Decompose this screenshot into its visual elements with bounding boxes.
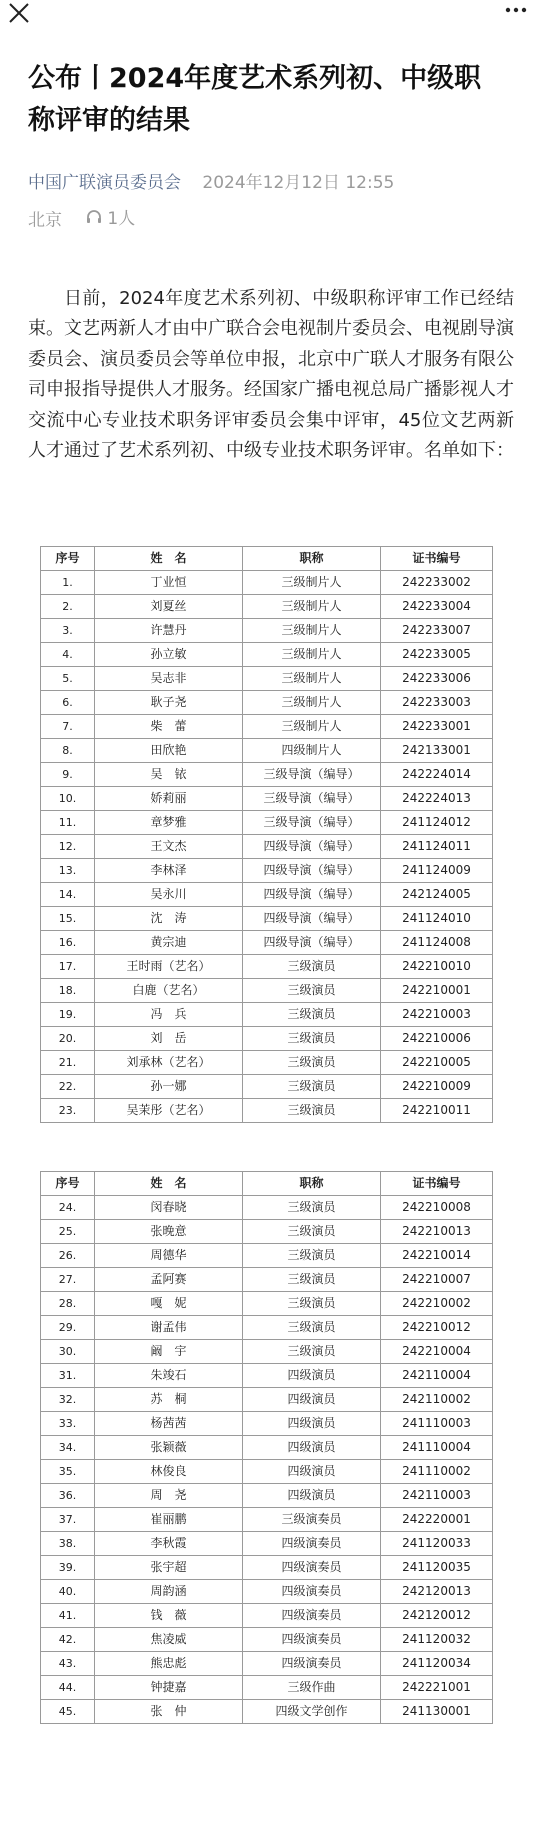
cell-title: 三级制片人 [243,715,381,739]
cell-index: 18. [41,979,95,1003]
cell-name: 吴茉彤（艺名） [95,1099,243,1123]
cell-index: 30. [41,1340,95,1364]
cell-index: 29. [41,1316,95,1340]
table-row [41,1051,493,1075]
cell-title: 四级导演（编导） [243,859,381,883]
cell-name: 林俊良 [95,1460,243,1484]
cell-cert: 242224013 [381,787,493,811]
table-row [41,1196,493,1220]
cell-index: 23. [41,1099,95,1123]
listen-count-label: 1人 [107,209,136,229]
cell-name: 刘 岳 [95,1027,243,1051]
cell-name: 刘夏丝 [95,595,243,619]
cell-index: 4. [41,643,95,667]
cell-name: 孙立敏 [95,643,243,667]
table-row [41,1388,493,1412]
cell-cert: 241124011 [381,835,493,859]
cell-name: 嘎 妮 [95,1292,243,1316]
cell-name: 白鹿（艺名） [95,979,243,1003]
table-row [41,907,493,931]
cell-cert: 241110002 [381,1460,493,1484]
cell-name: 张宇超 [95,1556,243,1580]
cell-cert: 242120013 [381,1580,493,1604]
cell-title: 四级导演（编导） [243,883,381,907]
cell-name: 沈 涛 [95,907,243,931]
table-row [41,1460,493,1484]
cell-name: 田欣艳 [95,739,243,763]
cell-index: 22. [41,1075,95,1099]
table-row [41,883,493,907]
cell-title: 三级演员 [243,1027,381,1051]
cell-index: 3. [41,619,95,643]
cell-index: 16. [41,931,95,955]
table-row [41,1244,493,1268]
header-index: 序号 [41,1172,95,1196]
cell-index: 15. [41,907,95,931]
cell-name: 杨茜茜 [95,1412,243,1436]
cell-name: 丁业恒 [95,571,243,595]
table-row [41,1580,493,1604]
cell-index: 42. [41,1628,95,1652]
article-meta [28,168,518,193]
cell-title: 四级演奏员 [243,1556,381,1580]
cell-index: 11. [41,811,95,835]
cell-name: 刘承林（艺名） [95,1051,243,1075]
table-row [41,1484,493,1508]
table-row [41,1340,493,1364]
cell-title: 三级导演（编导） [243,811,381,835]
cell-cert: 241124012 [381,811,493,835]
header-cert: 证书编号 [381,1172,493,1196]
cell-index: 36. [41,1484,95,1508]
cell-cert: 242233007 [381,619,493,643]
table-row [41,1292,493,1316]
cell-cert: 241120035 [381,1556,493,1580]
cell-cert: 242233003 [381,691,493,715]
cell-title: 四级演员 [243,1484,381,1508]
cell-index: 43. [41,1652,95,1676]
cell-name: 许慧丹 [95,619,243,643]
cell-name: 崔丽鹏 [95,1508,243,1532]
cell-title: 三级演员 [243,1268,381,1292]
result-table-part-1 [40,546,492,1123]
cell-name: 李林泽 [95,859,243,883]
cell-title: 四级演员 [243,1364,381,1388]
cell-title: 三级演员 [243,1196,381,1220]
table-row [41,835,493,859]
cell-index: 7. [41,715,95,739]
cell-index: 8. [41,739,95,763]
cell-title: 三级制片人 [243,571,381,595]
table-row [41,955,493,979]
table-row [41,1652,493,1676]
cell-name: 苏 桐 [95,1388,243,1412]
cell-title: 三级演员 [243,955,381,979]
cell-title: 四级演奏员 [243,1604,381,1628]
cell-index: 28. [41,1292,95,1316]
close-button[interactable] [6,0,34,28]
cell-title: 三级作曲 [243,1676,381,1700]
cell-cert: 242210014 [381,1244,493,1268]
cell-cert: 242120012 [381,1604,493,1628]
cell-index: 20. [41,1027,95,1051]
cell-index: 39. [41,1556,95,1580]
cell-cert: 242133001 [381,739,493,763]
cell-cert: 241110003 [381,1412,493,1436]
cell-index: 24. [41,1196,95,1220]
cell-title: 三级制片人 [243,691,381,715]
table-row [41,979,493,1003]
cell-title: 四级演奏员 [243,1580,381,1604]
article-meta-2 [28,204,135,231]
cell-index: 35. [41,1460,95,1484]
more-icon [502,0,530,28]
result-table-part-2 [40,1171,492,1724]
cell-index: 44. [41,1676,95,1700]
cell-cert: 242210013 [381,1220,493,1244]
cell-cert: 241124009 [381,859,493,883]
cell-name: 孟阿赛 [95,1268,243,1292]
cell-cert: 242221001 [381,1676,493,1700]
table-row [41,1075,493,1099]
table-row [41,787,493,811]
cell-title: 三级演员 [243,979,381,1003]
cell-cert: 242233006 [381,667,493,691]
cell-title: 四级演奏员 [243,1628,381,1652]
table-row [41,1532,493,1556]
cell-title: 三级演员 [243,1316,381,1340]
cell-cert: 242110002 [381,1388,493,1412]
table-row [41,1268,493,1292]
table-row [41,1412,493,1436]
cell-index: 13. [41,859,95,883]
cell-index: 25. [41,1220,95,1244]
table-row [41,667,493,691]
cell-name: 耿子尧 [95,691,243,715]
table-row [41,1316,493,1340]
cell-index: 27. [41,1268,95,1292]
article-title: 公布丨2024年度艺术系列初、中级职称评审的结果 [28,63,482,136]
cell-cert: 242210007 [381,1268,493,1292]
cell-title: 四级演奏员 [243,1652,381,1676]
listen-count[interactable] [85,204,135,229]
cell-cert: 242233001 [381,715,493,739]
cell-title: 四级导演（编导） [243,931,381,955]
cell-cert: 241120034 [381,1652,493,1676]
cell-cert: 242210005 [381,1051,493,1075]
cell-index: 31. [41,1364,95,1388]
cell-name: 张 仲 [95,1700,243,1724]
cell-index: 34. [41,1436,95,1460]
table-row [41,1508,493,1532]
table-row [41,1027,493,1051]
table-row [41,1364,493,1388]
cell-index: 40. [41,1580,95,1604]
article-body: 日前，2024年度艺术系列初、中级职称评审工作已经结束。文艺两新人才由中广联合会电视制片委员会、电视剧导演委员会、演员委员会等单位申报，北京中广联人才服务有限公司申报指导提供人才服务。经国家广播电视总局广播影视人才交流中心专业技术职务评审委员会集中评审，45位文艺两新人才通过了艺术系列初、中级专业技术职务评审。名单如下： [28,288,514,462]
top-bar [0,0,536,28]
cell-cert: 242110004 [381,1364,493,1388]
headphone-icon [85,208,103,226]
cell-index: 6. [41,691,95,715]
cell-index: 37. [41,1508,95,1532]
close-icon [6,0,34,28]
cell-title: 四级演奏员 [243,1532,381,1556]
cell-name: 周 尧 [95,1484,243,1508]
cell-title: 四级演员 [243,1460,381,1484]
cell-cert: 242210002 [381,1292,493,1316]
cell-name: 孙一娜 [95,1075,243,1099]
table-header-row [41,547,493,571]
cell-cert: 241120032 [381,1628,493,1652]
cell-cert: 242220001 [381,1508,493,1532]
cell-name: 章梦雅 [95,811,243,835]
cell-title: 三级演员 [243,1075,381,1099]
cell-name: 钟捷嘉 [95,1676,243,1700]
cell-name: 周韵涵 [95,1580,243,1604]
cell-cert: 241124008 [381,931,493,955]
table-row [41,859,493,883]
cell-name: 熊忠彪 [95,1652,243,1676]
table-row [41,715,493,739]
cell-name: 谢孟伟 [95,1316,243,1340]
cell-name: 吴 铱 [95,763,243,787]
cell-name: 吴志非 [95,667,243,691]
cell-title: 四级导演（编导） [243,907,381,931]
table-row [41,739,493,763]
cell-cert: 242210009 [381,1075,493,1099]
cell-cert: 241130001 [381,1700,493,1724]
cell-name: 柴 蕾 [95,715,243,739]
table-row [41,595,493,619]
cell-cert: 242210010 [381,955,493,979]
cell-cert: 242210011 [381,1099,493,1123]
table-row [41,1604,493,1628]
table-row [41,571,493,595]
cell-title: 四级文学创作 [243,1700,381,1724]
table-row [41,1003,493,1027]
cell-index: 45. [41,1700,95,1724]
cell-title: 三级导演（编导） [243,787,381,811]
cell-cert: 241110004 [381,1436,493,1460]
table-row [41,931,493,955]
cell-title: 三级制片人 [243,667,381,691]
cell-title: 四级制片人 [243,739,381,763]
table-row [41,1436,493,1460]
location-label: 北京 [28,210,62,231]
cell-title: 四级演员 [243,1412,381,1436]
cell-cert: 242233005 [381,643,493,667]
cell-cert: 242110003 [381,1484,493,1508]
cell-cert: 242224014 [381,763,493,787]
cell-index: 9. [41,763,95,787]
cell-title: 三级演员 [243,1051,381,1075]
cell-index: 10. [41,787,95,811]
table-row [41,1220,493,1244]
cell-title: 三级演员 [243,1099,381,1123]
cell-name: 张晚意 [95,1220,243,1244]
table-row [41,1676,493,1700]
cell-name: 娇莉丽 [95,787,243,811]
table-row [41,1700,493,1724]
cell-cert: 242210003 [381,1003,493,1027]
cell-cert: 242210012 [381,1316,493,1340]
cell-title: 三级演员 [243,1340,381,1364]
cell-index: 38. [41,1532,95,1556]
cell-cert: 241120033 [381,1532,493,1556]
cell-title: 三级演奏员 [243,1508,381,1532]
cell-name: 朱竣石 [95,1364,243,1388]
cell-name: 王文杰 [95,835,243,859]
cell-title: 三级演员 [243,1292,381,1316]
cell-title: 三级制片人 [243,595,381,619]
cell-cert: 241124010 [381,907,493,931]
table-row [41,691,493,715]
cell-cert: 242124005 [381,883,493,907]
table-row [41,1556,493,1580]
cell-index: 1. [41,571,95,595]
header-title: 职称 [243,547,381,571]
cell-index: 26. [41,1244,95,1268]
cell-index: 5. [41,667,95,691]
cell-index: 12. [41,835,95,859]
table-row [41,811,493,835]
cell-title: 三级制片人 [243,643,381,667]
cell-cert: 242210004 [381,1340,493,1364]
cell-title: 三级制片人 [243,619,381,643]
cell-name: 李秋霞 [95,1532,243,1556]
cell-name: 焦凌威 [95,1628,243,1652]
header-title: 职称 [243,1172,381,1196]
table-row [41,643,493,667]
cell-title: 四级导演（编导） [243,835,381,859]
table-row [41,1628,493,1652]
header-index: 序号 [41,547,95,571]
cell-title: 三级演员 [243,1003,381,1027]
header-name: 姓 名 [95,547,243,571]
cell-index: 32. [41,1388,95,1412]
cell-title: 四级演员 [243,1388,381,1412]
publish-date: 2024年12月12日 12:55 [202,173,395,193]
cell-name: 闵春晓 [95,1196,243,1220]
cell-title: 三级演员 [243,1220,381,1244]
cell-name: 阚 宇 [95,1340,243,1364]
cell-name: 吴永川 [95,883,243,907]
cell-name: 黄宗迪 [95,931,243,955]
cell-index: 41. [41,1604,95,1628]
cell-name: 张颖薇 [95,1436,243,1460]
cell-title: 四级演员 [243,1436,381,1460]
cell-index: 21. [41,1051,95,1075]
cell-cert: 242210008 [381,1196,493,1220]
cell-name: 钱 薇 [95,1604,243,1628]
table-row [41,763,493,787]
cell-title: 三级演员 [243,1244,381,1268]
cell-name: 王时雨（艺名） [95,955,243,979]
header-cert: 证书编号 [381,547,493,571]
cell-cert: 242210006 [381,1027,493,1051]
cell-name: 周德华 [95,1244,243,1268]
cell-index: 14. [41,883,95,907]
cell-title: 三级导演（编导） [243,763,381,787]
header-name: 姓 名 [95,1172,243,1196]
cell-name: 冯 兵 [95,1003,243,1027]
cell-index: 17. [41,955,95,979]
cell-index: 19. [41,1003,95,1027]
cell-cert: 242210001 [381,979,493,1003]
cell-cert: 242233002 [381,571,493,595]
cell-index: 2. [41,595,95,619]
cell-index: 33. [41,1412,95,1436]
table-header-row [41,1172,493,1196]
account-link[interactable]: 中国广联演员委员会 [28,173,181,193]
more-button[interactable] [502,0,530,28]
table-row [41,619,493,643]
table-row [41,1099,493,1123]
cell-cert: 242233004 [381,595,493,619]
